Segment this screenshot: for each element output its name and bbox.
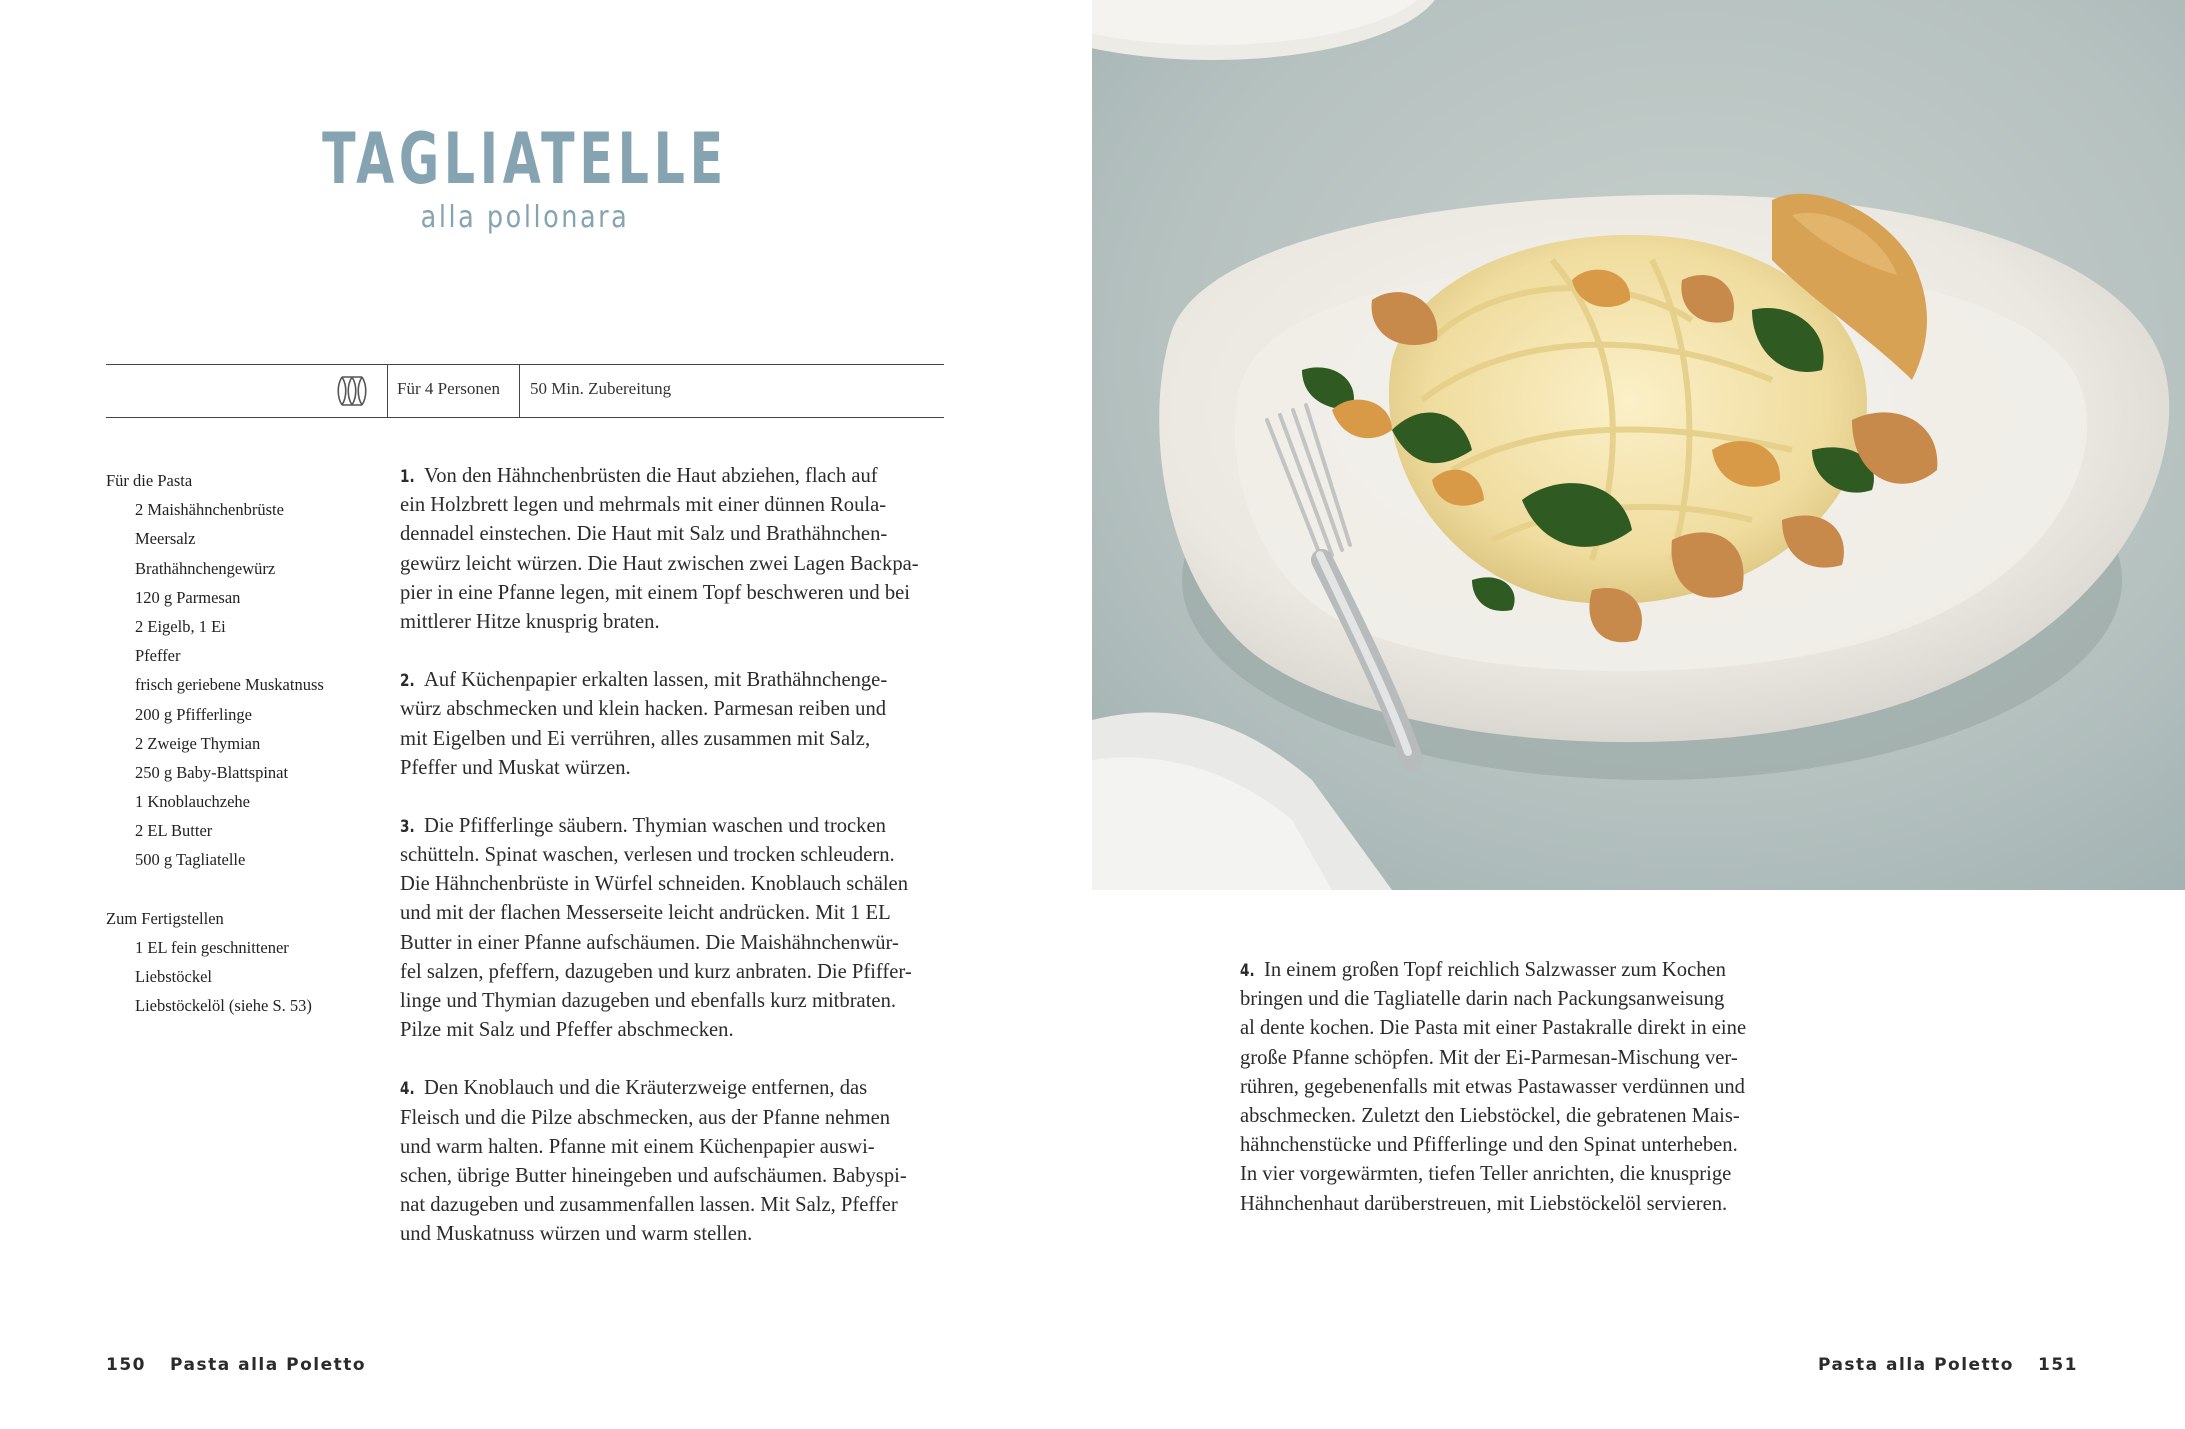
right-page [1092,0,2185,1429]
book-title: Pasta alla Poletto [170,1355,367,1375]
page-number: 150 [106,1355,146,1375]
prep-time-label: 50 Min. Zubereitung [530,379,672,398]
ingredient-item: 1 EL fein geschnittener [135,938,289,957]
step-text-line: dennadel einstechen. Die Haut mit Salz und Brathähnchen- [400,523,888,546]
ingredient-item: Meersalz [135,529,196,549]
ingredient-item: Liebstöckelöl (siehe S. 53) [135,996,312,1016]
step-text-line: mit Eigelben und Ei verrühren, alles zusammen mit Salz, [400,727,871,750]
ingredient-section-heading: Zum Fertigstellen [106,908,224,928]
recipe-title: TAGLIATELLE [322,118,728,200]
ingredient-item: 500 g Tagliatelle [135,850,246,870]
step-text-line: Den Knoblauch und die Kräuterzweige entfernen, das [424,1077,868,1100]
page-footer-right [1818,1355,2078,1375]
step-text-line: und mit der flachen Messerseite leicht andrücken. Mit 1 EL [400,902,891,925]
page-number: 151 [2038,1355,2078,1375]
recipe-steps [400,462,960,1279]
step-number: 4. [1240,961,1255,981]
dish-photo-illustration [1092,0,2185,890]
step-text-line: schütteln. Spinat waschen, verlesen und trocken schleudern. [400,844,895,867]
ingredient-item: 200 g Pfifferlinge [135,704,253,724]
ingredient-list [106,466,406,1021]
step-text-line: würz abschmecken und klein hacken. Parmesan reiben und [400,698,887,721]
servings-label: Für 4 Personen [397,379,500,398]
step-text-line: Die Pfifferlinge säubern. Thymian waschen und trocken [424,814,886,837]
recipe-subtitle: alla pollonara [420,200,630,235]
pasta-portion-icon [334,371,374,411]
book-title: Pasta alla Poletto [1817,1355,2014,1375]
recipe-step-4-continued [1240,956,1820,1219]
left-page [0,0,1092,1429]
ingredient-item: frisch geriebene Muskatnuss [135,675,324,695]
step-text-line: und Muskatnuss würzen und warm stellen. [400,1223,753,1246]
step-text-line: mittlerer Hitze knusprig braten. [400,610,660,633]
ingredient-item: 2 Zweige Thymian [135,733,261,753]
step-number: 2. [400,671,415,692]
step-text-line: fel salzen, pfeffern, dazugeben und kurz anbraten. Die Pfiffer- [400,960,912,983]
step-number: 1. [400,467,415,487]
ingredient-section-heading: Für die Pasta [106,471,193,490]
recipe-step-1 [400,462,960,637]
step-text-line: Fleisch und die Pilze abschmecken, aus der Pfanne nehmen [400,1106,891,1129]
step-text-line: Von den Hähnchenbrüsten die Haut abziehen, flach auf [424,465,878,487]
step-text-line: hähnchenstücke und Pfifferlinge und den Spinat unterheben. [1240,1134,1738,1157]
step-text-line: rühren, gegebenenfalls mit etwas Pastawasser verdünnen und [1240,1075,1745,1098]
step-number: 3. [400,816,415,837]
step-text-line: nat dazugeben und zusammenfallen lassen. Mit Salz, Pfeffer [400,1194,898,1217]
dish-photo [1092,0,2185,890]
ingredient-item: 120 g Parmesan [135,587,241,607]
ingredient-item: 2 Eigelb, 1 Ei [135,616,226,636]
step-text-line: Die Hähnchenbrüste in Würfel schneiden. Knoblauch schälen [400,873,908,896]
step-text-line: bringen und die Tagliatelle darin nach Packungsanweisung [1240,988,1725,1011]
info-divider [519,365,520,417]
ingredient-item: Liebstöckel [135,967,212,987]
step-text-line: Auf Küchenpapier erkalten lassen, mit Brathähnchenge- [424,669,888,692]
step-text-line: pier in eine Pfanne legen, mit einem Topf beschweren und bei [400,581,910,604]
step-text-line: Butter in einer Pfanne aufschäumen. Die Maishähnchenwür- [400,931,899,954]
info-divider [387,365,388,417]
ingredient-item: 1 Knoblauchzehe [135,792,250,812]
ingredient-item: Pfeffer [135,646,181,666]
page-footer-left [106,1355,366,1375]
ingredient-item: 2 EL Butter [135,821,213,841]
recipe-step-2 [400,666,960,783]
step-text-line: gewürz leicht würzen. Die Haut zwischen zwei Lagen Backpa- [400,552,919,575]
recipe-step-3 [400,812,960,1046]
step-number: 4. [400,1079,415,1100]
step-text-line: ein Holzbrett legen und mehrmals mit einer dünnen Roula- [400,494,887,517]
step-text-line: al dente kochen. Die Pasta mit einer Pastakralle direkt in eine [1240,1017,1747,1040]
step-text-line: Pilze mit Salz und Pfeffer abschmecken. [400,1019,734,1042]
step-text-line: große Pfanne schöpfen. Mit der Ei-Parmesan-Mischung ver- [1240,1046,1738,1069]
step-text-line: abschmecken. Zuletzt den Liebstöckel, die gebratenen Mais- [1240,1104,1740,1127]
recipe-info-bar [106,364,944,418]
ingredient-item: Brathähnchengewürz [135,558,276,578]
step-text-line: und warm halten. Pfanne mit einem Küchenpapier auswi- [400,1135,875,1158]
step-text-line: schen, übrige Butter hineingeben und aufschäumen. Babyspi- [400,1164,907,1187]
ingredient-item: 2 Maishähnchenbrüste [135,500,284,520]
step-text-line: In vier vorgewärmten, tiefen Teller anrichten, die knusprige [1240,1163,1732,1186]
step-text-line: linge und Thymian dazugeben und ebenfalls kurz mitbraten. [400,990,897,1012]
step-text-line: Pfeffer und Muskat würzen. [400,756,631,779]
step-text-line: In einem großen Topf reichlich Salzwasser zum Kochen [1264,959,1726,981]
ingredient-item: 250 g Baby-Blattspinat [135,762,289,782]
step-text-line: Hähnchenhaut darüberstreuen, mit Liebstöckelöl servieren. [1240,1192,1728,1215]
recipe-step-4 [400,1074,960,1249]
